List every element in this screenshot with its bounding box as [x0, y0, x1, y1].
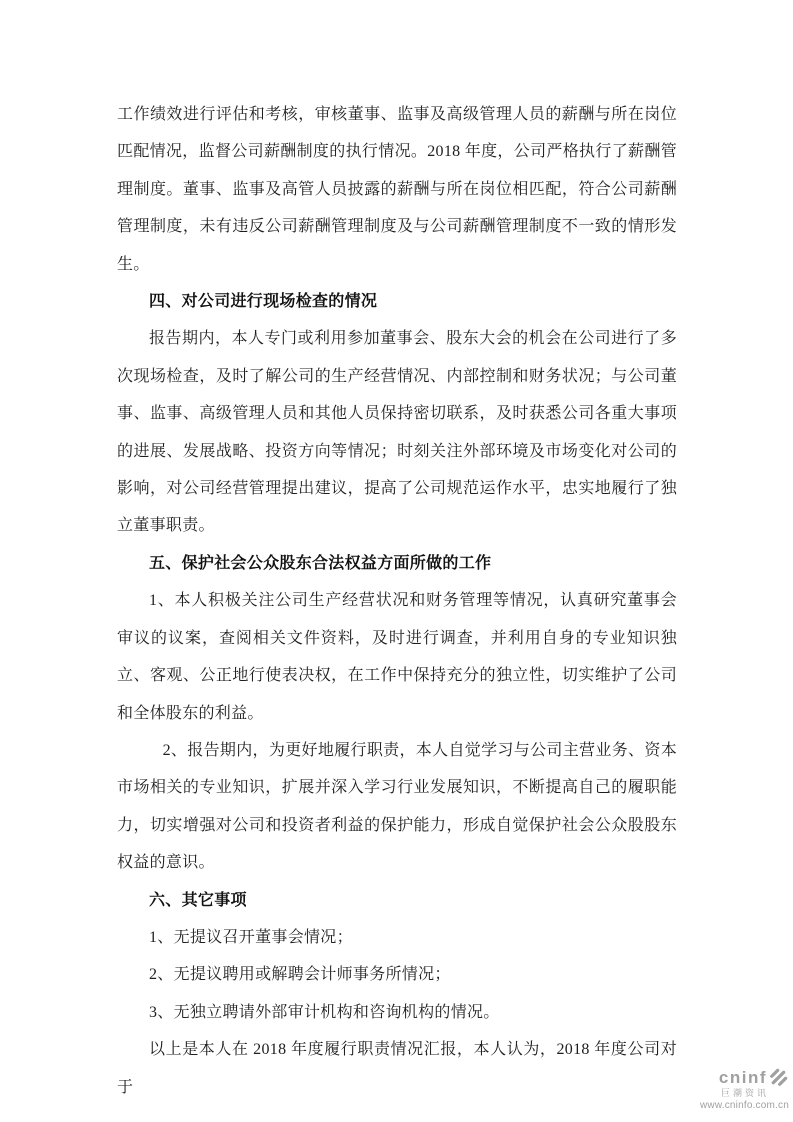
section-heading-5: 五、保护社会公众股东合法权益方面所做的工作 [149, 554, 492, 572]
cninfo-logo-row [700, 1067, 789, 1088]
paragraph-salary-review-continuation: 工作绩效进行评估和考核，审核董事、监事及高级管理人员的薪酬与所在岗位匹配情况，监督公司薪酬制度的执行情况。2018 年度，公司严格执行了薪酬管理制度。董事、监事及高管人员披露的薪酬与所在岗位相匹配，符合公司薪酬管理制度，未有违反公司薪酬管理制度及与公司薪酬管理制度不一致的情形发生。 [117, 106, 677, 273]
paragraph-shareholder-protection-2: 2、报告期内，为更好地履行职责，本人自觉学习与公司主营业务、资本市场相关的专业知识，扩展并深入学习行业发展知识，不断提高自己的履职能力，切实增强对公司和投资者利益的保护能力，形成自觉保护社会公众股股东权益的意识。 [117, 741, 677, 872]
document-body [117, 96, 677, 1106]
section-heading-6: 六、其它事项 [149, 891, 247, 909]
list-item-no-board-proposal: 1、无提议召开董事会情况； [149, 928, 353, 946]
cninfo-watermark [700, 1067, 789, 1111]
list-item-no-external-audit: 3、无独立聘请外部审计机构和咨询机构的情况。 [149, 1003, 500, 1021]
cninfo-chinese-name: 巨潮资讯 [720, 1088, 769, 1098]
cninfo-url: www.cninfo.com.cn [700, 1100, 789, 1111]
cninfo-brand-text: cninf [718, 1068, 767, 1087]
closing-paragraph: 以上是本人在 2018 年度履行职责情况汇报，本人认为，2018 年度公司对于 [117, 1041, 677, 1096]
paragraph-onsite-inspection: 报告期内，本人专门或利用参加董事会、股东大会的机会在公司进行了多次现场检查，及时了解公司的生产经营情况、内部控制和财务状况；与公司董事、监事、高级管理人员和其他人员保持密切联系，及时获悉公司各重大事项的进展、发展战略、投资方向等情况；时刻关注外部环境及市场变化对公司的影响，对公司经营管理提出建议，提高了公司规范运作水平，忠实地履行了独立董事职责。 [117, 330, 677, 535]
swirl-globe-icon [768, 1067, 789, 1088]
list-item-no-accounting-firm-proposal: 2、无提议聘用或解聘会计师事务所情况； [149, 966, 451, 984]
section-heading-4: 四、对公司进行现场检查的情况 [149, 293, 378, 311]
paragraph-shareholder-protection-1: 1、本人积极关注公司生产经营状况和财务管理等情况，认真研究董事会审议的议案，查阅相关文件资料，及时进行调查，并利用自身的专业知识独立、客观、公正地行使表决权，在工作中保持充分的独立性，切实维护了公司和全体股东的利益。 [117, 592, 677, 722]
